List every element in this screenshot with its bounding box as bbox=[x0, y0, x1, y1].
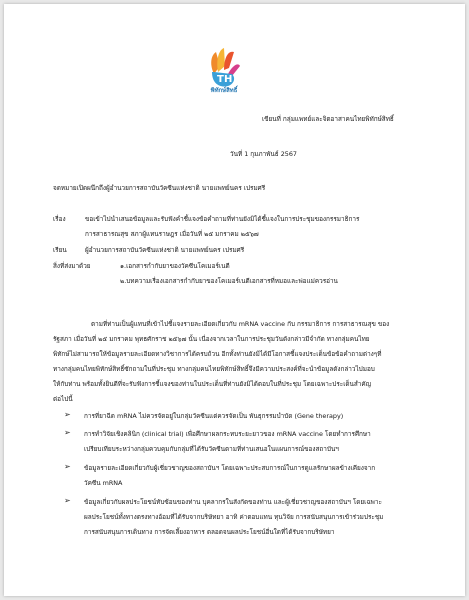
subject-line-2: การสาธารณสุข สภาผู้แทนราษฎร เมื่อวันที่ ๒๕ มกราคม ๒๕๖๗ bbox=[85, 230, 259, 238]
attachment-item-2: ๒.บทความเรื่องเอกสารกำกับยาของโคเมอร์เนตีเอกสารที่หมอและพ่อแม่ควรอ่าน bbox=[120, 277, 338, 285]
bullet-arrow-icon: ➢ bbox=[64, 428, 71, 437]
to-label: เรียน bbox=[53, 246, 67, 254]
body-line: ต่อไปนี้ bbox=[53, 395, 73, 403]
bullet-item-2-line-2: เปรียบเทียบระหว่างกลุ่มควบคุมกับกลุ่มที่ได้รับวัคซีนตามที่ท่านเสนอในแผนการณ์ของสถาบันฯ bbox=[84, 445, 339, 453]
bullet-item-3-line-2: วัคซีน mRNA bbox=[84, 479, 123, 487]
bullet-item-4-line-3: การสนับสนุนการเดินทาง การจัดเลี้ยงอาหาร ตลอดจนผลประโยชน์อื่นใดที่ได้รับจากบริษัทยา bbox=[84, 528, 335, 536]
body-line: ให้กับท่าน พร้อมทั้งยินดีที่จะรับฟังการชี้แจงของท่านในประเด็นที่ท่านยังมิได้ตอบในที่ประชุม โดยเฉพาะประเด็นสำคัญ bbox=[53, 380, 372, 388]
logo-caption: พิทักษ์สิทธิ์ bbox=[210, 87, 238, 94]
bullet-item-4-line-2: ผลประโยชน์ทั้งทางตรงทางอ้อมที่ได้รับจากบริษัทยา อาทิ ค่าตอบแทน ทุนวิจัย การสนับสนุนการเข้าร่วมประชุม bbox=[84, 513, 384, 521]
to-text: ผู้อำนวยการสถาบันวัคซีนแห่งชาติ นายแพทย์นคร เปรมศรี bbox=[85, 246, 245, 254]
body-line: รัฐสภา เมื่อวันที่ ๒๕ มกราคม พุทธศักราช ๒๕๖๗ นั้น เนื่องจากเวลาในการประชุมวันดังกล่าวมีจำกัด ทางกลุ่มคนไทย bbox=[53, 335, 370, 343]
body-line: ตามที่ท่านเป็นผู้แทนที่เข้าไปชี้แจงรายละเอียดเกี่ยวกับ mRNA vaccine กับ กรรมาธิการ การสาธารณสุข ของ bbox=[91, 320, 390, 328]
bullet-arrow-icon: ➢ bbox=[64, 410, 71, 419]
bullet-item-4-line-1: ข้อมูลเกี่ยวกับผลประโยชน์ทับซ้อนของท่าน บุคลากรในสังกัดของท่าน และผู้เชี่ยวชาญของสถาบันฯ โดยเฉพาะ bbox=[84, 498, 382, 506]
bullet-item-3-line-1: ข้อมูลรายละเอียดเกี่ยวกับผู้เชี่ยวชาญของสถาบันฯ โดยเฉพาะประสบการณ์ในการดูแลรักษาผลข้างเคียงจาก bbox=[84, 464, 376, 472]
sender-line: เขียนที่ กลุ่มแพทย์และจิตอาสาคนไทยพิทักษ์สิทธิ์ bbox=[262, 115, 394, 123]
attachment-label: สิ่งที่ส่งมาด้วย bbox=[53, 262, 91, 270]
subject-label: เรื่อง bbox=[53, 215, 66, 223]
subject-line-1: ขอเข้าไปนำเสนอข้อมูลและรับฟังคำชี้แจงข้อคำถามที่ท่านยังมิได้ชี้แจงในการประชุมของกรรมาธิการ bbox=[85, 215, 360, 223]
bullet-item-2-line-1: การทำวิจัยเชิงคลินิก (clinical trial) เพื่อศึกษาผลกระทบระยะยาวของ mRNA vaccine โดยทำการศึกษา bbox=[84, 430, 371, 438]
date-line: วันที่ 1 กุมภาพันธ์ 2567 bbox=[230, 150, 297, 158]
bullet-arrow-icon: ➢ bbox=[64, 462, 71, 471]
body-line: ทางกลุ่มคนไทยพิทักษ์สิทธิ์ซักถามในที่ประชุม ทางกลุ่มคนไทยพิทักษ์สิทธิ์จึงมีความประสงค์ที่จะนำข้อมูลดังกล่าวไปมอบ bbox=[53, 365, 375, 373]
bullet-item-1: การที่ยาฉีด mRNA ไม่ควรจัดอยู่ในกลุ่มวัคซีนแต่ควรจัดเป็น พันธุกรรมบำบัด (Gene therapy) bbox=[84, 412, 344, 420]
bullet-arrow-icon: ➢ bbox=[64, 496, 71, 505]
attachment-item-1: ๑.เอกสารกำกับยาของวัคซีนโคเมอร์เนตี bbox=[120, 262, 230, 270]
svg-text:T: T bbox=[217, 74, 224, 85]
body-line: พิทักษ์ไม่สามารถให้ข้อมูลรายละเอียดทางวิชาการได้ครบถ้วน อีกทั้งท่านยังมิได้มีโอกาสชี้แจงประเด็นข้อข้อคำถามต่างๆที่ bbox=[53, 350, 382, 358]
letter-page bbox=[4, 4, 465, 596]
letter-title: จดหมายเปิดผนึกถึงผู้อำนวยการสถาบันวัคซีนแห่งชาติ นายแพทย์นคร เปรมศรี bbox=[53, 184, 266, 192]
svg-text:H: H bbox=[224, 74, 233, 85]
